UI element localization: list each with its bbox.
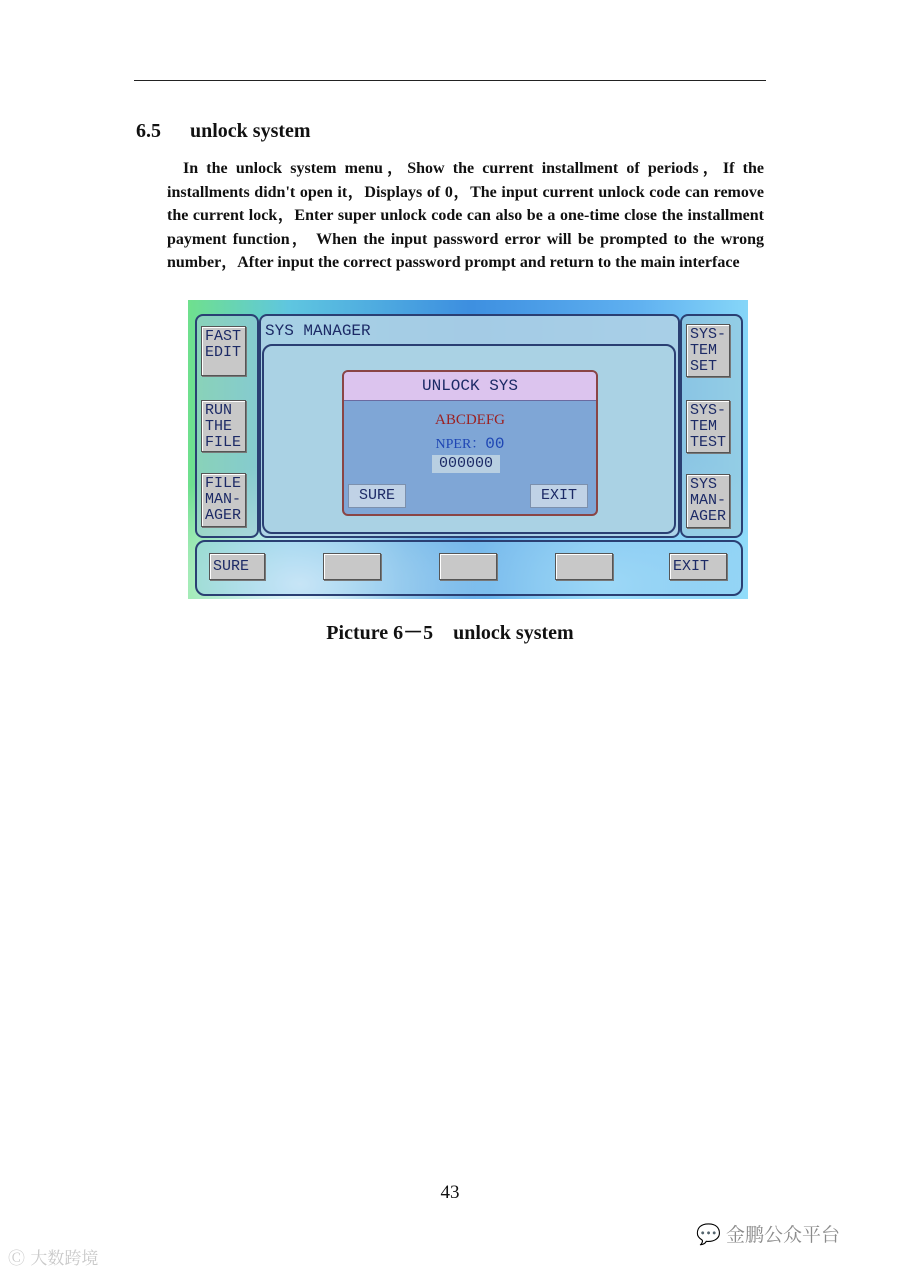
dialog-title: UNLOCK SYS <box>344 372 596 401</box>
bottom-sure-button[interactable]: SURE <box>209 553 265 580</box>
bottom-blank-button-1[interactable] <box>323 553 381 580</box>
screen-title: SYS MANAGER <box>265 322 371 340</box>
bottom-blank-button-3[interactable] <box>555 553 613 580</box>
body-paragraph <box>167 157 764 275</box>
nper-row <box>344 433 596 453</box>
fast-edit-button[interactable]: FAST EDIT <box>201 326 246 376</box>
watermark-left <box>8 1244 98 1269</box>
dialog-exit-button[interactable]: EXIT <box>530 484 588 508</box>
system-set-button[interactable]: SYS- TEM SET <box>686 324 730 377</box>
figure-caption: Picture 6－5 unlock system <box>326 622 574 644</box>
section-number: 6.5 <box>136 120 161 142</box>
bottom-exit-button[interactable]: EXIT <box>669 553 727 580</box>
password-input[interactable]: 000000 <box>432 455 500 473</box>
hmi-screenshot <box>188 300 748 599</box>
logo-icon: Ⓒ <box>8 1249 25 1269</box>
nper-value: 00 <box>485 435 505 453</box>
file-manager-button[interactable]: FILE MAN- AGER <box>201 473 246 527</box>
system-test-button[interactable]: SYS- TEM TEST <box>686 400 730 453</box>
unlock-code: ABCDEFG <box>434 412 505 428</box>
bottom-blank-button-2[interactable] <box>439 553 497 580</box>
header-rule <box>134 80 766 81</box>
run-the-file-button[interactable]: RUN THE FILE <box>201 400 246 452</box>
dialog-sure-button[interactable]: SURE <box>348 484 406 508</box>
section-title: unlock system <box>190 120 311 142</box>
unlock-dialog <box>342 370 598 516</box>
wechat-icon: 💬 <box>696 1222 721 1246</box>
nper-label: NPER： <box>435 437 486 452</box>
sys-manager-button[interactable]: SYS MAN- AGER <box>686 474 730 528</box>
section-heading <box>136 120 311 143</box>
watermark-left-text: 大数跨境 <box>30 1249 99 1269</box>
watermark-right <box>696 1220 840 1247</box>
watermark-right-text: 金鹏公众平台 <box>726 1224 841 1246</box>
paragraph-text: In the unlock system menu，Show the current installment of periods，If the installments didn't open it，Displays of 0，The input current unlock code can remove the current lock，Enter super unlock code can also be a one-time close the installment payment function， When the input password error will be prompted to the wrong number，After input the correct password prompt and return to the main interface <box>167 160 765 272</box>
page-number: 43 <box>440 1182 460 1203</box>
